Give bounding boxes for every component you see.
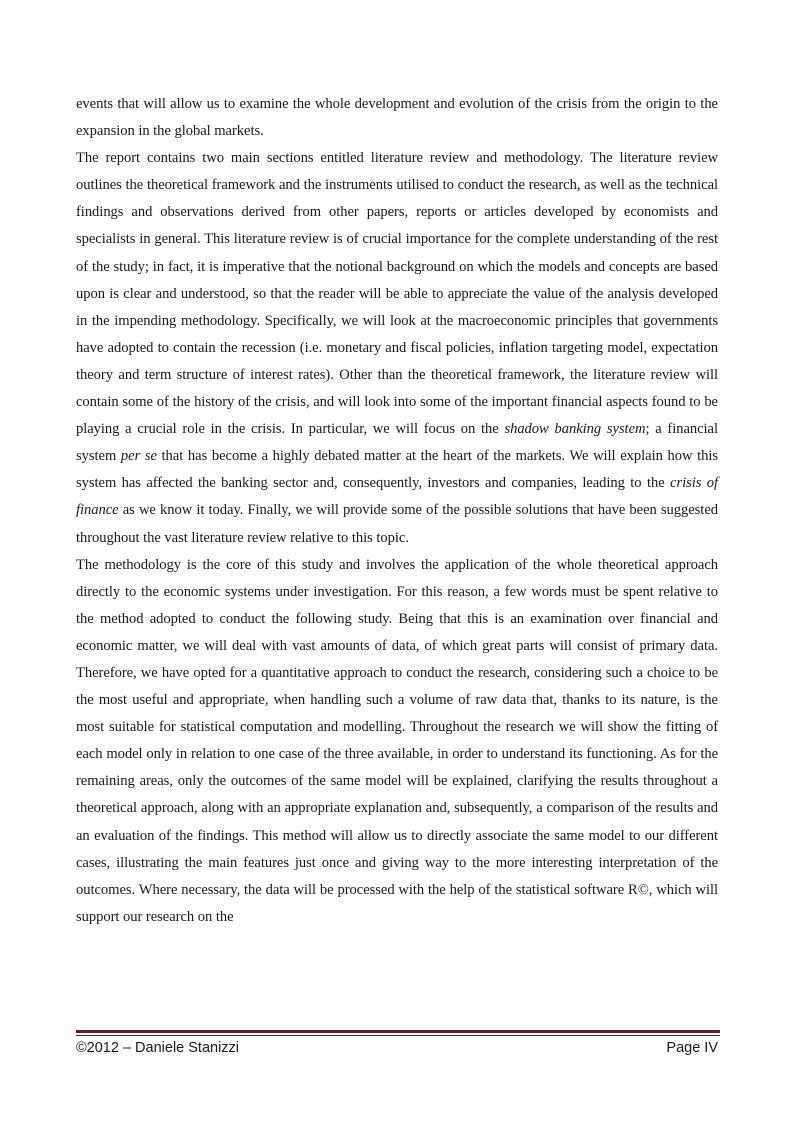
- footer-page-number: Page IV: [666, 1040, 718, 1056]
- text-run: The report contains two main sections entitled literature review and methodology. The literature review outlines the theoretical framework and the instruments utilised to conduct the research, as well as the technical findings and observations derived from other papers, reports or articles developed by economists and specialists in general. This literature review is of crucial importance for the complete understanding of the rest of the study; in fact, it is imperative that the notional background on which the models and concepts are based upon is clear and understood, so that the reader will be able to appreciate the value of the analysis developed in the impending methodology. Specifically, we will look at the macroeconomic principles that governments have adopted to contain the recession (i.e. monetary and fiscal policies, inflation targeting model, expectation theory and term structure of interest rates). Other than the theoretical framework, the literature review will contain some of the history of the crisis, and will look into some of the important financial aspects found to be playing a crucial role in the crisis. In particular, we will focus on the: [76, 150, 718, 438]
- footer-copyright: ©2012 – Daniele Stanizzi: [76, 1040, 240, 1056]
- paragraph-2: [76, 145, 718, 551]
- text-run: ; a financial system: [76, 421, 718, 465]
- paragraph-1: [76, 91, 718, 145]
- page-footer: [76, 1038, 720, 1060]
- italic-term-shadow-banking: shadow banking system: [504, 421, 646, 438]
- text-run: The methodology is the core of this study and involves the application of the whole theoretical approach directly to the economic systems under investigation. For this reason, a few words must be spent relative to the method adopted to conduct the following study. Being that this is an examination over financial and economic matter, we will deal with vast amounts of data, of which great parts will consist of primary data. Therefore, we have opted for a quantitative approach to conduct the research, considering such a choice to be the most useful and appropriate, when handling such a volume of raw data that, thanks to its nature, is the most suitable for statistical computation and modelling. Throughout the research we will show the fitting of each model only in relation to one case of the three available, in order to understand its functioning. As for the remaining areas, only the outcomes of the same model will be explained, clarifying the results throughout a theoretical approach, along with an appropriate explanation and, subsequently, a comparison of the results and an evaluation of the findings. This method will allow us to directly associate the same model to our different cases, illustrating the main features just once and giving way to the more interesting interpretation of the outcomes. Where necessary, the data will be processed with the help of the statistical software R©, which will support our research on the: [76, 556, 718, 925]
- text-run: events that will allow us to examine the whole development and evolution of the crisis from the origin to the expansion in the global markets.: [76, 96, 718, 140]
- footer-rule-thin: [76, 1035, 720, 1036]
- italic-term-per-se: per se: [120, 448, 157, 465]
- paragraph-3: [76, 552, 718, 931]
- document-body: [76, 91, 718, 931]
- italic-term-crisis-of-finance: crisis of finance: [76, 475, 718, 519]
- text-run: that has become a highly debated matter at the heart of the markets. We will explain how this system has affected the banking sector and, consequently, investors and companies, leading to the: [76, 448, 718, 492]
- footer-rule-thick: [76, 1030, 720, 1033]
- text-run: as we know it today. Finally, we will provide some of the possible solutions that have been suggested throughout the vast literature review relative to this topic.: [76, 502, 718, 546]
